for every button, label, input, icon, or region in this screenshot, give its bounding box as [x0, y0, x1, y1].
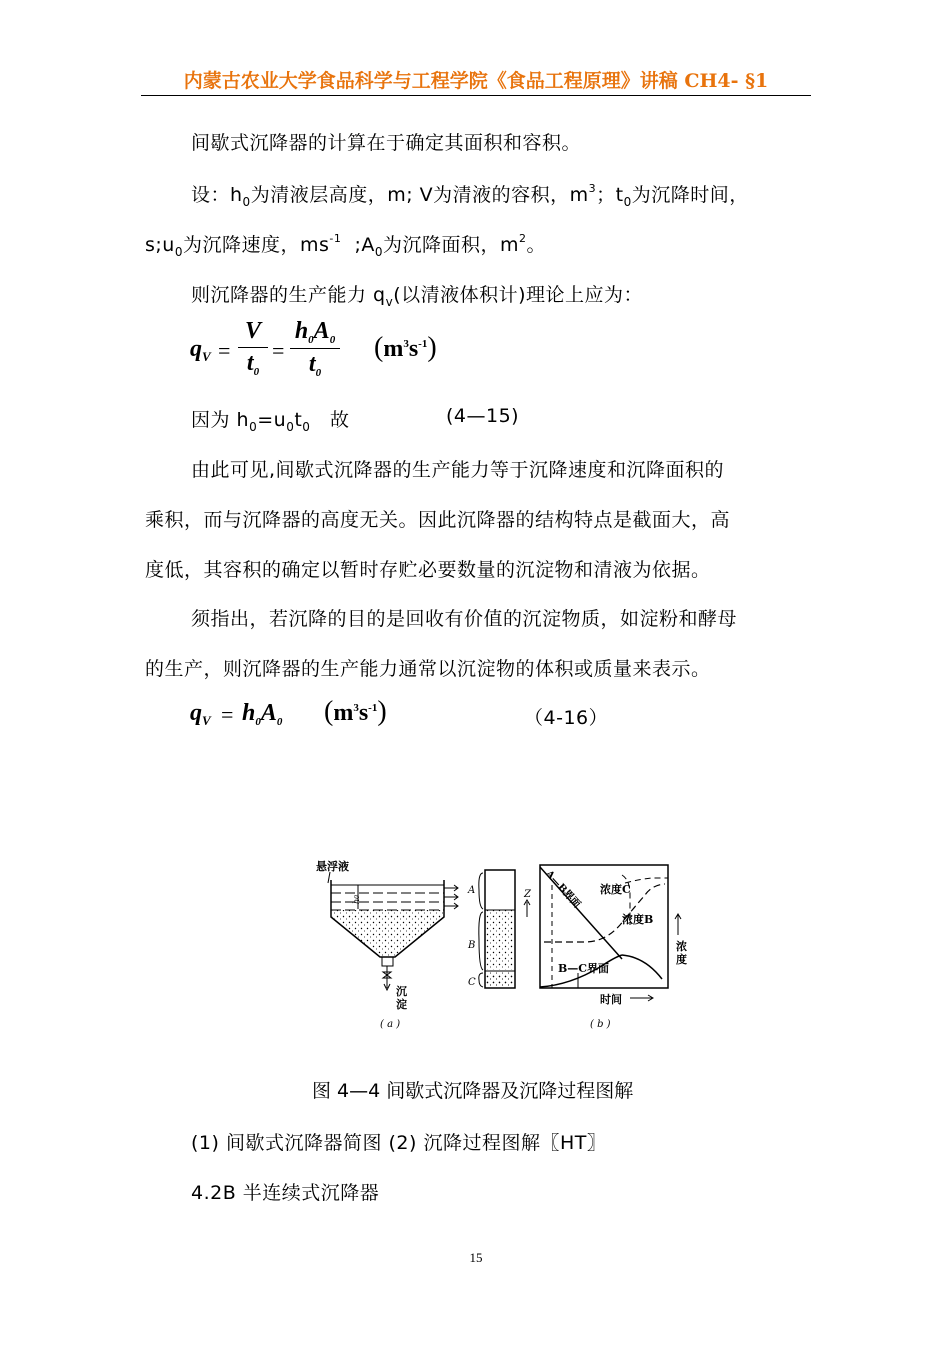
settler-diagram-a [316, 859, 458, 1030]
header-rule [141, 95, 811, 96]
paragraph-2-line-2: $s;u_0$为沉降速度，$ms^{-1}$ $;A_0$为沉降面积，$m^2$。 [145, 232, 547, 259]
paragraph-5-line-1: 由此可见,间歇式沉降器的生产能力等于沉降速度和沉降面积的 [191, 459, 725, 481]
svg-text:Z: Z [524, 889, 531, 900]
label-concentration-c: 浓度C [600, 883, 631, 896]
label-time: 时间 [600, 993, 622, 1006]
paragraph-5-line-2: 乘积，而与沉降器的高度无关。因此沉降器的结构特点是截面大，高 [145, 509, 731, 531]
section-heading: 4.2B 半连续式沉降器 [191, 1182, 380, 1204]
page-header: 内蒙古农业大学食品科学与工程学院《食品工程原理》讲稿 CH4- §1 [183, 70, 769, 92]
svg-text:B: B [468, 940, 476, 951]
label-a: ( a ) [380, 1019, 401, 1030]
paragraph-2-line-1: 设：$h_0$为清液层高度，m; V为清液的容积，$m^3$；$t_0$为沉降时间， [191, 182, 749, 209]
label-h0: h0 [352, 895, 361, 904]
paragraph-6-line-1: 须指出，若沉降的目的是回收有价值的沉淀物质，如淀粉和酵母 [191, 608, 738, 630]
page-number: 15 [469, 1250, 483, 1265]
label-ab-interface: A—B界面 [543, 868, 583, 911]
svg-text:浓: 浓 [676, 940, 687, 953]
label-sediment-1: 沉 [396, 985, 407, 998]
paragraph-5-line-3: 度低，其容积的确定以暂时存贮必要数量的沉淀物和清液为依据。 [145, 559, 711, 581]
figure-subcaption: (1) 间歇式沉降器简图 (2) 沉降过程图解〖HT〗 [191, 1132, 607, 1154]
paragraph-4: 因为 $h_0=u_0t_0$ 故 [191, 409, 350, 434]
label-bc-interface: B—C界面 [558, 962, 610, 975]
paragraph-1: 间歇式沉降器的计算在于确定其面积和容积。 [191, 132, 582, 154]
svg-text:A: A [468, 885, 476, 896]
figure-caption: 图 4—4 间歇式沉降器及沉降过程图解 [312, 1080, 634, 1102]
settling-process-diagram-b [467, 865, 687, 1030]
equation-number-4-15: (4—15) [446, 405, 520, 427]
svg-text:度: 度 [676, 953, 687, 966]
label-sediment-2: 淀 [396, 998, 407, 1011]
sedimentation-figure [300, 855, 700, 1040]
paragraph-6-line-2: 的生产，则沉降器的生产能力通常以沉淀物的体积或质量来表示。 [145, 658, 711, 680]
label-suspension: 悬浮液 [316, 860, 349, 873]
paragraph-3: 则沉降器的生产能力 $q_v$(以清液体积计)理论上应为： [191, 284, 644, 309]
svg-text:C: C [468, 977, 476, 988]
equation-number-4-16: （4-16） [524, 707, 609, 729]
label-concentration-b: 浓度B [622, 913, 654, 926]
label-b: ( b ) [590, 1019, 611, 1030]
